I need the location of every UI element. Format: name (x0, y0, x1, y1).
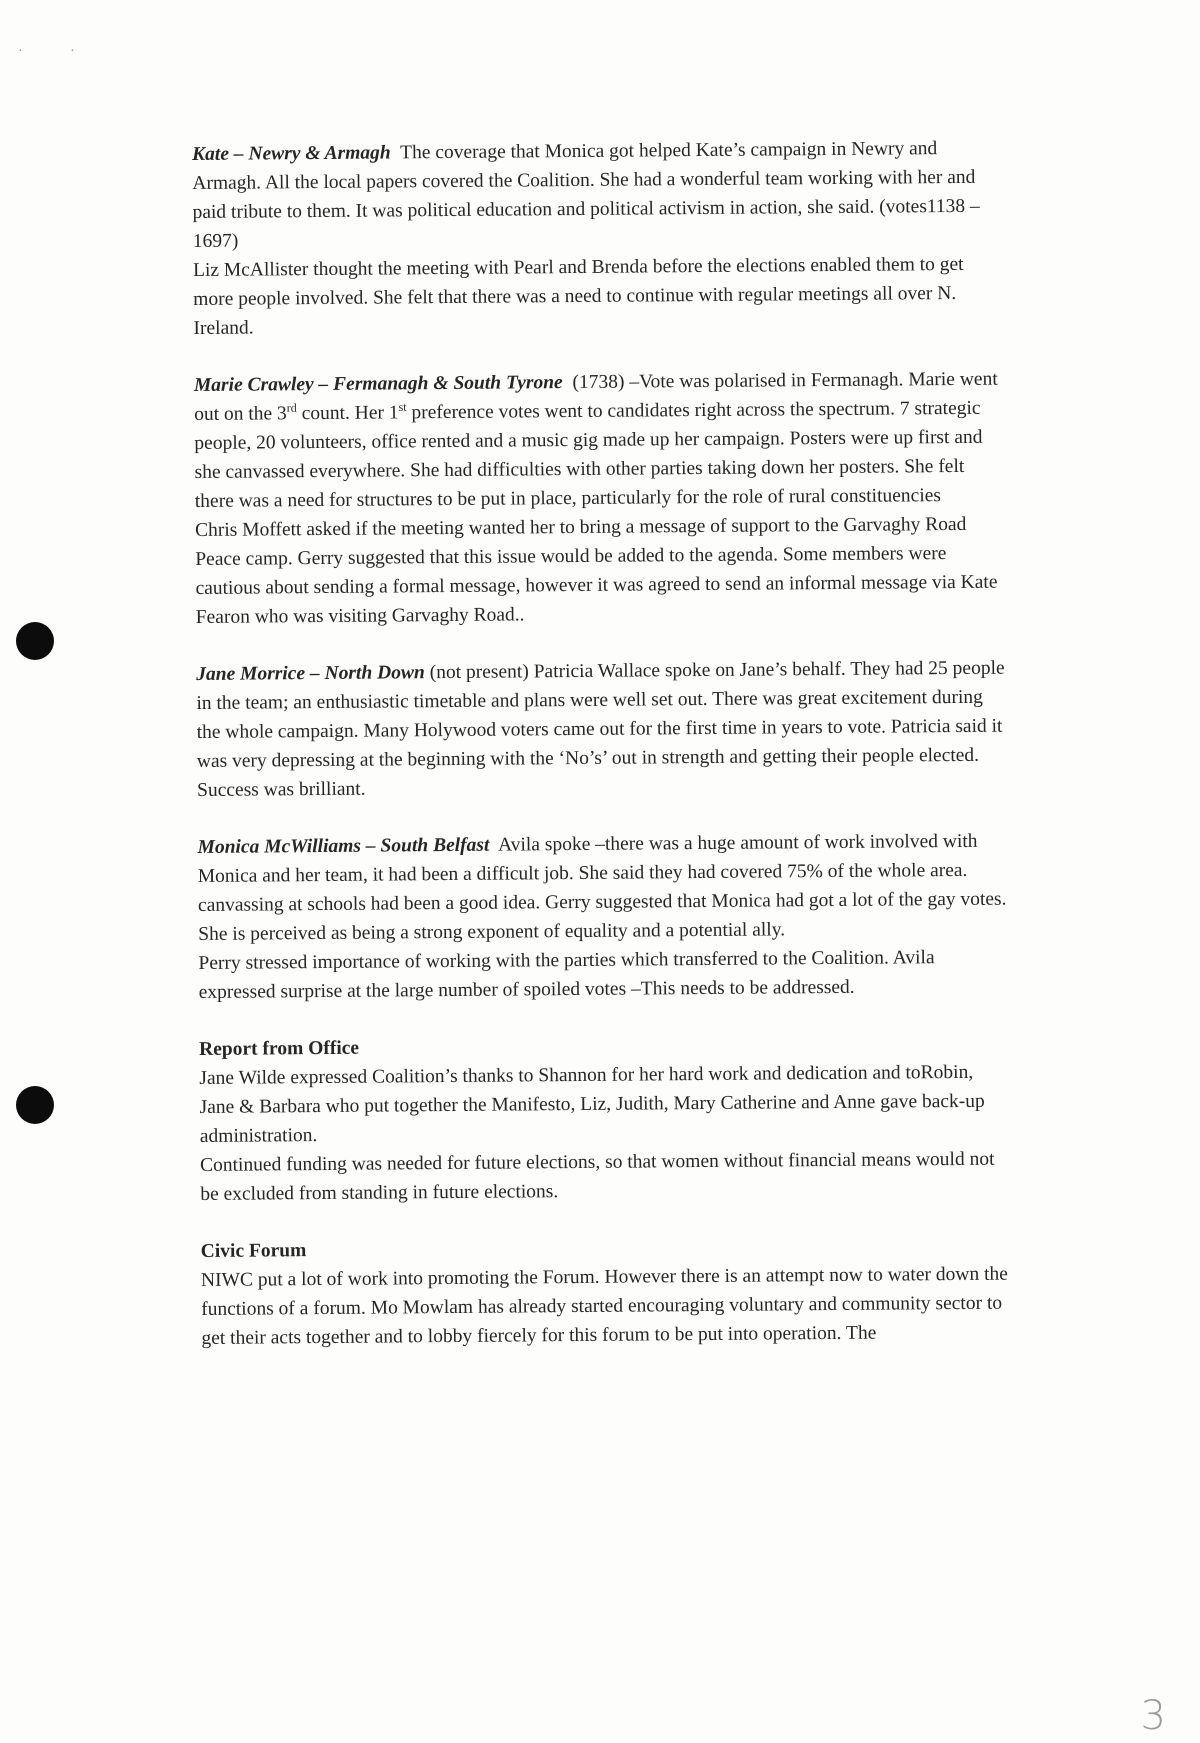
paragraph (192, 134, 1003, 256)
paragraph-text: (not present) Patricia Wallace spoke on Jane’s behalf. They had 25 people in the team; an enthusiastic timetable and plans were well set out. There was great excitement during the whole campaign. Many Holywood voters came out for the first time in years to vote. Patricia said it was very depressing at the beginning with the ‘No’s’ out in strength and getting their people elected. Success was brilliant. (196, 657, 1005, 801)
section-jane (196, 654, 1007, 805)
paragraph: Perry stressed importance of working with the parties which transferred to the Coalition. Avila expressed surprise at the large number of spoiled votes –This needs to be addressed. (198, 947, 935, 1003)
candidate-name: Kate – Newry & Armagh (192, 142, 391, 165)
scan-specks: · · (18, 44, 97, 59)
paragraph: Liz McAllister thought the meeting with Pearl and Brenda before the elections enabled them to get more people involved. She felt that there was a need to continue with regular meetings all over N. Ireland. (192, 253, 964, 339)
paragraph-text: The coverage that Monica got helped Kate’s campaign in Newry and Armagh. All the local papers covered the Coalition. She had a wonderful team working with her and paid tribute to them. It was political education and political activism in action, she said. (votes1138 – 1697) (192, 138, 980, 252)
section-heading: Civic Forum (200, 1240, 307, 1262)
paragraph: Jane Wilde expressed Coalition’s thanks to Shannon for her hard work and dedication and toRobin, Jane & Barbara who put together the Manifesto, Liz, Judith, Mary Catherine and Anne gave back-up administration. (199, 1061, 985, 1147)
section-marie (194, 365, 1006, 632)
candidate-name: Monica McWilliams – South Belfast (197, 834, 490, 858)
paragraph: NIWC put a lot of work into promoting the Forum. However there is an attempt now to water down the functions of a forum. Mo Mowlam has already started encouraging voluntary and community sector to get their acts together and to lobby fiercely for this forum to be put into operation. The (200, 1263, 1008, 1349)
section-heading: Report from Office (199, 1037, 360, 1060)
paragraph-text: count. Her 1 (296, 402, 399, 425)
paragraph-text: (1738) –Vote was polarised in Fermanagh. Marie went out on the 3 (194, 368, 998, 425)
punch-hole (16, 622, 54, 660)
paragraph (196, 654, 1007, 805)
candidate-name: Marie Crawley – Fermanagh & South Tyrone (193, 372, 563, 396)
ordinal-suffix: st (398, 399, 407, 414)
paragraph (197, 827, 1008, 949)
paragraph (194, 365, 1005, 516)
section-report-office (199, 1029, 1010, 1209)
section-civic-forum (201, 1231, 1012, 1353)
page-number: 3 (1140, 1693, 1166, 1739)
section-kate (192, 134, 1004, 343)
minutes-text (192, 134, 1012, 1381)
candidate-name: Jane Morrice – North Down (196, 662, 425, 685)
paragraph-text: preference votes went to candidates right across the spectrum. 7 strategic people, 20 volunteers, office rented and a music gig made up her campaign. Posters were up first and she canvassed everywhere. She had difficulties with other parties taking down her posters. She felt there was a need for structures to be put in place, particularly for the role of rural constituencies (194, 397, 983, 512)
paragraph: Chris Moffett asked if the meeting wanted her to bring a message of support to the Garvaghy Road Peace camp. Gerry suggested that this issue would be added to the agenda. Some members were cautious about sending a formal message, however it was agreed to send an informal message via Kate Fearon who was visiting Garvaghy Road.. (194, 513, 998, 628)
paragraph: Continued funding was needed for future elections, so that women without financial means would not be excluded from standing in future elections. (199, 1148, 995, 1205)
section-monica (197, 827, 1008, 1007)
paragraph-text: Avila spoke –there was a huge amount of work involved with Monica and her team, it had been a difficult job. She said they had covered 75% of the whole area. canvassing at schools had been a good idea. Gerry suggested that Monica had got a lot of the gay votes. She is perceived as being a strong exponent of equality and a potential ally. (197, 830, 1007, 945)
ordinal-suffix: rd (286, 400, 297, 415)
punch-hole (16, 1086, 54, 1124)
